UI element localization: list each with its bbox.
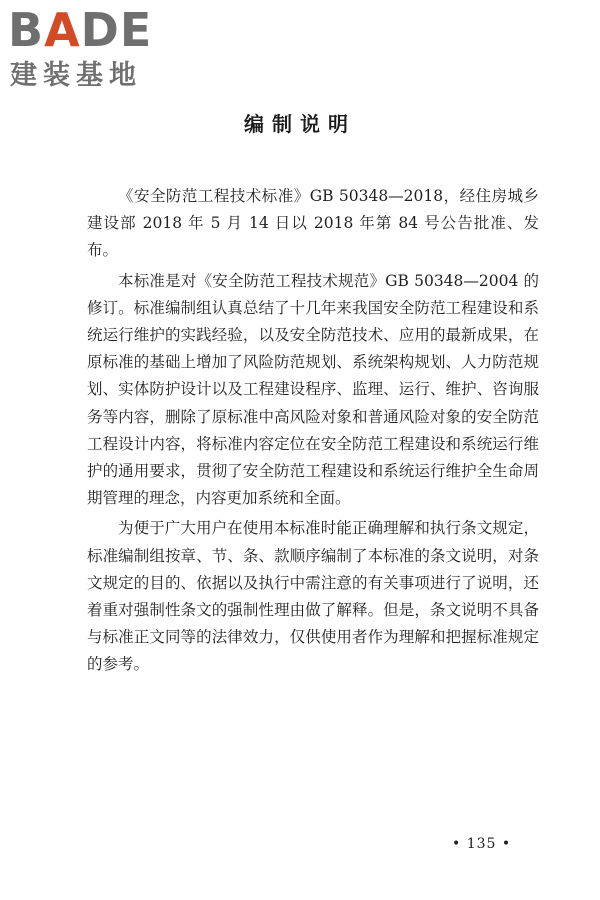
logo-subtitle: 建装基地 xyxy=(10,60,142,91)
body-text xyxy=(87,183,539,682)
page-title: 编制说明 xyxy=(244,112,356,136)
logo-letter-a: A xyxy=(44,3,81,57)
paragraph-3: 为便于广大用户在使用本标准时能正确理解和执行条文规定，标准编制组按章、节、条、款顺序编制了本标准的条文说明，对条文规定的目的、依据以及执行中需注意的有关事项进行了说明，还着重对强制性条文的强制性理由做了解释。但是，条文说明不具备与标准正文同等的法律效力，仅供使用者作为理解和把握标准规定的参考。 xyxy=(87,519,539,674)
paragraph-1: 《安全防范工程技术标准》GB 50348—2018，经住房城乡建设部 2018 年 5 月 14 日以 2018 年第 84 号公告批准、发布。 xyxy=(87,187,539,260)
logo-letters-de: DE xyxy=(80,3,153,57)
logo-letter-b: B xyxy=(8,3,45,57)
watermark-logo xyxy=(8,4,178,96)
page-number: • 135 • xyxy=(452,836,512,852)
paragraph-2: 本标准是对《安全防范工程技术规范》GB 50348—2004 的修订。标准编制组认真总结了十几年来我国安全防范工程建设和系统运行维护的实践经验，以及安全防范技术、应用的最新成果，在原标准的基础上增加了风险防范规划、系统架构规划、人力防范规划、实体防护设计以及工程建设程序、监理、运行、维护、咨询服务等内容，删除了原标准中高风险对象和普通风险对象的安全防范工程设计内容，将标准内容定位在安全防范工程建设和系统运行维护的通用要求，贯彻了安全防范工程建设和系统运行维护全生命周期管理的理念，内容更加系统和全面。 xyxy=(87,271,539,508)
logo-wordmark xyxy=(8,4,152,56)
